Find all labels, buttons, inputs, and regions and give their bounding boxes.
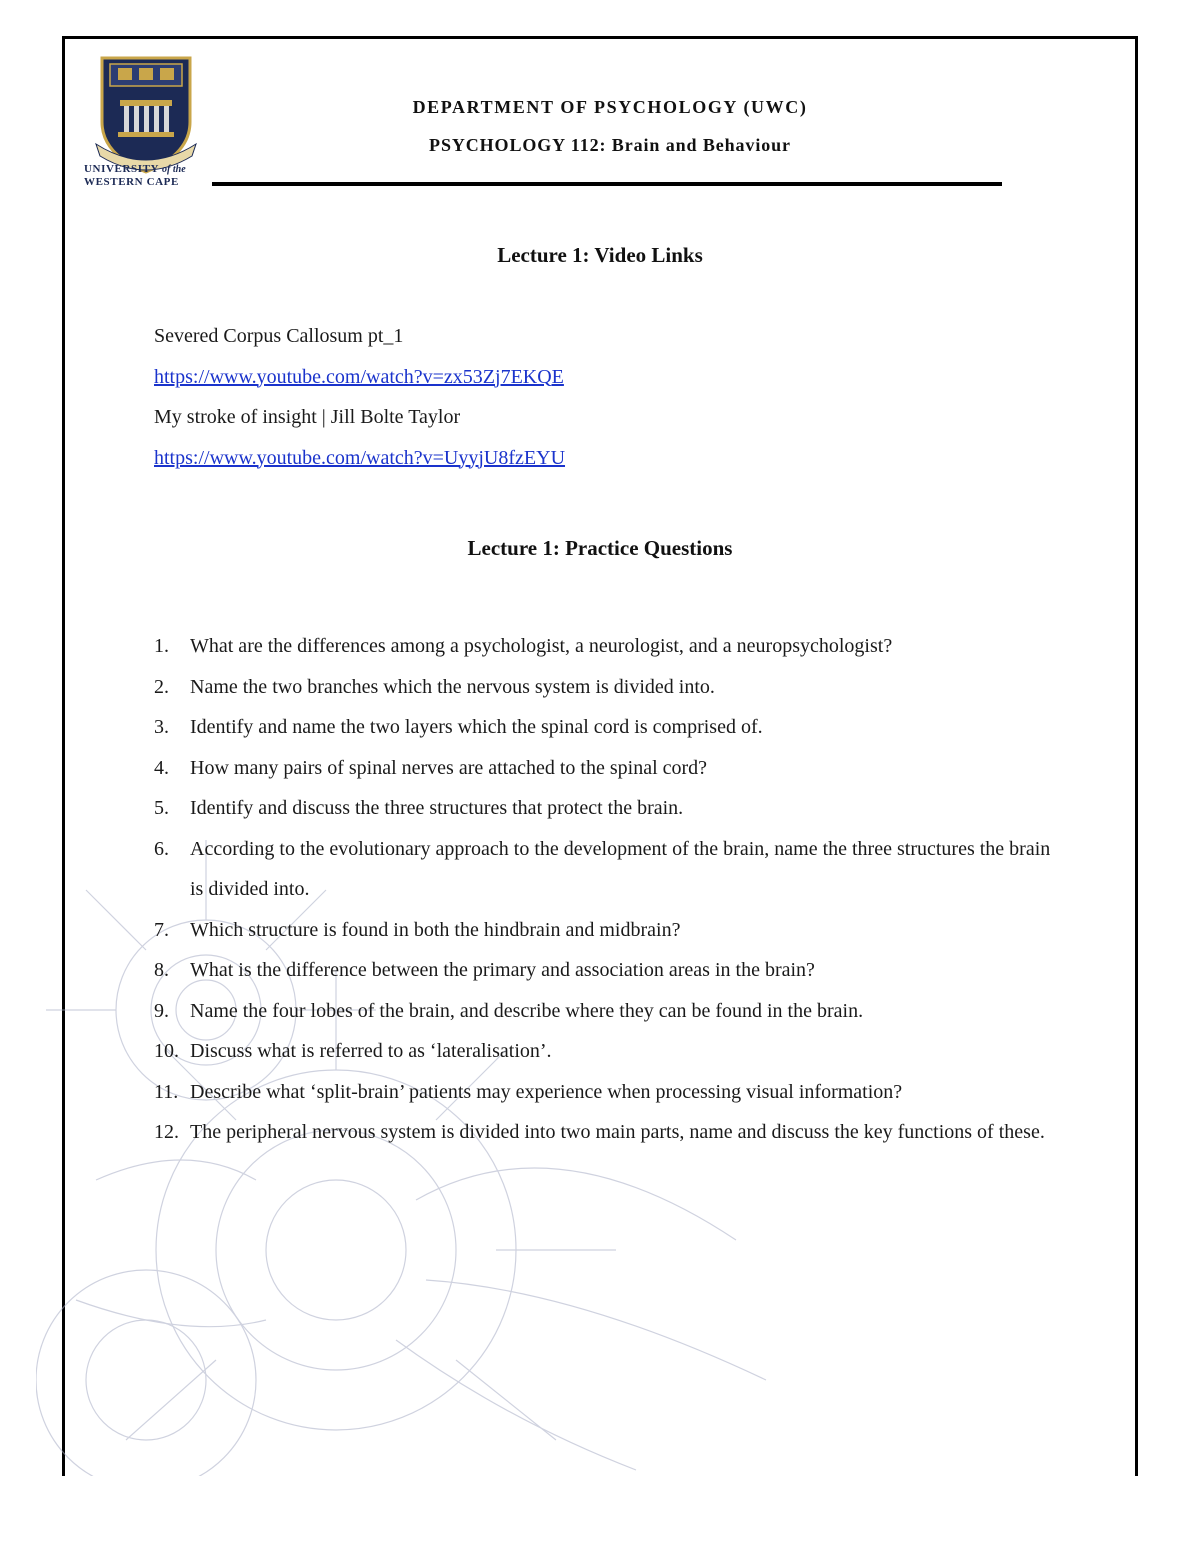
question-number: 8. (154, 959, 169, 981)
question-number: 10. (154, 1040, 179, 1062)
question-item (154, 707, 1054, 748)
header-divider (212, 182, 1002, 186)
video-title-text: My stroke of insight | Jill Bolte Taylor (154, 406, 461, 428)
question-number: 2. (154, 675, 169, 698)
practice-questions-list (154, 626, 1054, 1153)
question-text: How many pairs of spinal nerves are attached to the spinal cord? (190, 756, 708, 779)
question-text: Describe what ‘split-brain’ patients may experience when processing visual information? (190, 1080, 903, 1103)
video-title (154, 322, 565, 363)
question-text: What are the differences among a psychologist, a neurologist, and a neuropsychologist? (190, 635, 893, 657)
practice-questions-title: Lecture 1: Practice Questions (467, 536, 733, 560)
question-item (154, 991, 1054, 1032)
question-text: Discuss what is referred to as ‘lateralisation’. (190, 1040, 552, 1062)
question-number: 5. (154, 797, 169, 819)
video-links-list (154, 322, 565, 484)
question-text: Identify and discuss the three structures that protect the brain. (190, 797, 684, 819)
university-name (84, 163, 214, 188)
video-links-title: Lecture 1: Video Links (497, 243, 703, 267)
question-item (154, 748, 1054, 789)
department-heading: DEPARTMENT OF PSYCHOLOGY (UWC) (412, 97, 808, 117)
question-text: Name the four lobes of the brain, and describe where they can be found in the brain. (190, 999, 864, 1022)
question-item (154, 829, 1054, 910)
question-item (154, 1112, 1054, 1153)
question-item (154, 1072, 1054, 1113)
university-name-ofthe: of the (162, 164, 186, 175)
university-name-line2: WESTERN CAPE (84, 176, 179, 188)
question-item (154, 626, 1054, 667)
course-heading: PSYCHOLOGY 112: Brain and Behaviour (429, 135, 791, 155)
video-link[interactable]: https://www.youtube.com/watch?v=zx53Zj7EKQE (154, 365, 564, 388)
video-link[interactable]: https://www.youtube.com/watch?v=UyyjU8fzEYU (154, 446, 566, 469)
question-number: 9. (154, 999, 169, 1022)
question-text: The peripheral nervous system is divided into two main parts, name and discuss the key functions of these. (190, 1121, 1045, 1143)
question-item (154, 910, 1054, 951)
video-link-row (154, 444, 565, 485)
question-text: Identify and name the two layers which the spinal cord is comprised of. (190, 716, 763, 738)
question-number: 4. (154, 756, 169, 779)
video-link-row (154, 363, 565, 404)
video-title-text: Severed Corpus Callosum pt_1 (154, 325, 404, 347)
question-item (154, 950, 1054, 991)
question-number: 7. (154, 918, 169, 941)
question-number: 1. (154, 635, 169, 657)
question-number: 11. (154, 1080, 179, 1103)
question-item (154, 667, 1054, 708)
question-text: What is the difference between the primary and association areas in the brain? (190, 959, 815, 981)
question-number: 3. (154, 716, 169, 738)
question-item (154, 788, 1054, 829)
video-title (154, 403, 565, 444)
question-text: According to the evolutionary approach to the development of the brain, name the three structures the brain is divided into. (190, 837, 1051, 900)
question-number: 12. (154, 1121, 179, 1143)
question-number: 6. (154, 837, 169, 860)
university-name-line1: UNIVERSITY (84, 163, 159, 175)
question-text: Name the two branches which the nervous system is divided into. (190, 675, 715, 698)
question-text: Which structure is found in both the hindbrain and midbrain? (190, 918, 681, 941)
question-item (154, 1031, 1054, 1072)
